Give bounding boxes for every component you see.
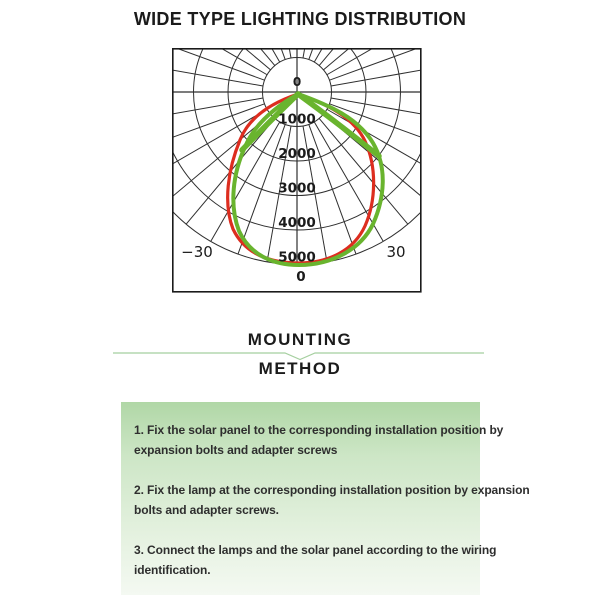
mounting-instructions-panel [121, 402, 530, 595]
ring-value-label: 1000 [278, 111, 316, 128]
instruction-text: 1. Fix the solar panel to the corresponding installation position by [134, 423, 504, 437]
instruction-text: identification. [134, 563, 211, 577]
instruction-step-3 [134, 540, 497, 580]
grid-line [172, 48, 280, 62]
angle-label-0: 0 [296, 269, 306, 285]
grid-line [211, 122, 280, 242]
angle-label-minus30: −30 [181, 243, 213, 261]
ring-value-label: 3000 [278, 180, 316, 197]
grid-line [331, 48, 422, 86]
ring-value-label: 0 [292, 75, 302, 89]
grid-line [309, 124, 356, 254]
section-heading-mounting: MOUNTING [247, 330, 353, 349]
grid-line [172, 98, 263, 122]
ring-value-label: 4000 [278, 215, 316, 231]
instruction-text: 2. Fix the lamp at the corresponding installation position by expansion [134, 483, 530, 497]
ring-value-label: 5000 [278, 249, 316, 266]
lighting-distribution-polar-chart [172, 48, 422, 293]
grid-line [172, 48, 263, 86]
instruction-text: 3. Connect the lamps and the solar panel according to the wiring [134, 543, 497, 557]
grid-line [319, 118, 408, 224]
page-title: WIDE TYPE LIGHTING DISTRIBUTION [133, 9, 467, 29]
section-heading-method: METHOD [258, 359, 342, 378]
instruction-text: bolts and adapter screws. [134, 503, 279, 517]
grid-line [319, 48, 422, 66]
instruction-text: expansion bolts and adapter screws [134, 443, 338, 457]
grid-line [172, 48, 271, 70]
ring-value-label: 2000 [278, 146, 316, 162]
grid-line [323, 48, 422, 70]
angle-label-30: 30 [386, 243, 406, 261]
grid-line [314, 48, 422, 62]
instruction-step-2 [134, 480, 530, 520]
grid-line [172, 48, 275, 66]
instruction-step-1 [134, 420, 504, 460]
